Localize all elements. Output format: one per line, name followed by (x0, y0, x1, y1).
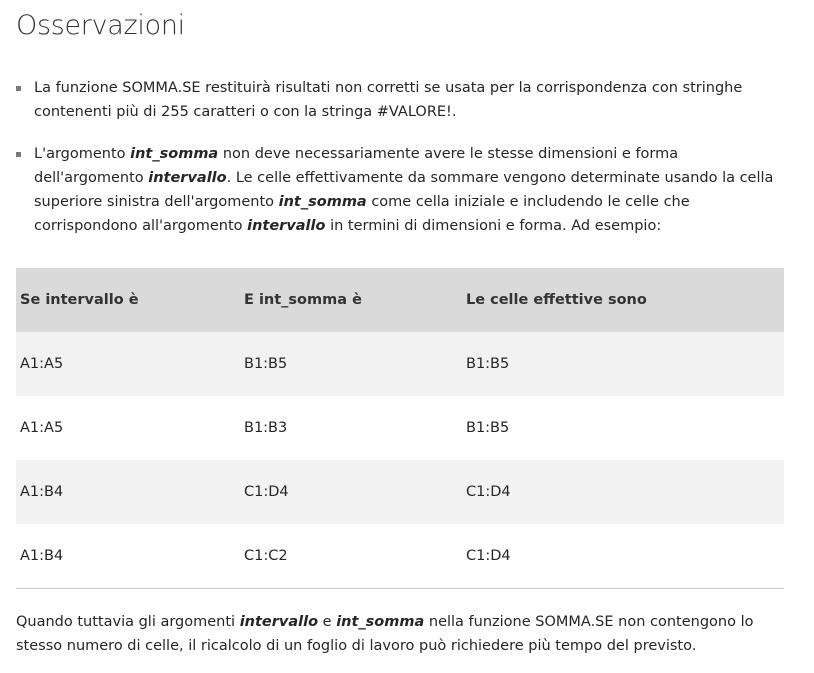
column-header: E int_somma è (244, 292, 362, 308)
argument-name: intervallo (239, 614, 319, 630)
table-cell: C1:D4 (466, 484, 511, 500)
remark-text: non deve necessariamente avere le stesse dimensioni e forma dell'argomento (34, 146, 679, 186)
closing-paragraph (16, 610, 788, 658)
table-cell: C1:D4 (462, 524, 784, 589)
list-item (16, 76, 782, 124)
paragraph-text: Quando tuttavia gli argomenti (16, 614, 240, 630)
argument-name: intervallo (148, 170, 227, 186)
section-heading: Osservazioni (16, 10, 185, 41)
remark-text: . Le celle effettivamente da sommare vengono determinate usando la cella superiore sinistra dell'argomento (34, 170, 774, 210)
table-cell: C1:D4 (244, 484, 289, 500)
argument-name: int_somma (130, 146, 219, 162)
paragraph-text: nella funzione SOMMA.SE non contengono lo stesso numero di celle, il ricalcolo di un foglio di lavoro può richiedere più tempo del previsto. (16, 614, 754, 654)
argument-name: intervallo (247, 218, 326, 234)
table-cell: A1:A5 (20, 420, 64, 436)
column-header: Le celle effettive sono (466, 292, 647, 308)
table-cell: B1:B5 (466, 420, 510, 436)
table-cell: B1:B3 (244, 420, 288, 436)
table-cell: A1:B4 (20, 484, 64, 500)
remark-text: La funzione SOMMA.SE restituirà risultati non corretti se usata per la corrispondenza con stringhe contenenti più di 255 caratteri o con la stringa #VALORE!. (34, 80, 743, 120)
table-row (16, 524, 784, 589)
argument-name: int_somma (278, 194, 367, 210)
table-row (16, 396, 784, 460)
table-cell: C1:C2 (240, 524, 462, 589)
bullet-square-icon (16, 86, 21, 91)
table-header-row (16, 268, 784, 332)
table-cell: B1:B5 (466, 356, 510, 372)
table-cell: A1:A5 (20, 356, 64, 372)
argument-name: int_somma (336, 614, 425, 630)
table-row (16, 460, 784, 524)
remark-text: in termini di dimensioni e forma. Ad esempio: (325, 218, 662, 234)
paragraph-text: e (318, 614, 337, 630)
example-table (16, 268, 784, 589)
table-cell: B1:B5 (244, 356, 288, 372)
column-header: Se intervallo è (20, 292, 139, 308)
table-cell: A1:B4 (16, 524, 240, 589)
table-row (16, 332, 784, 396)
remarks-list (16, 76, 782, 238)
bullet-square-icon (16, 152, 21, 157)
remark-text: L'argomento (34, 146, 131, 162)
remark-text: come cella iniziale e includendo le celle che corrispondono all'argomento (34, 194, 690, 234)
list-item (16, 142, 782, 238)
